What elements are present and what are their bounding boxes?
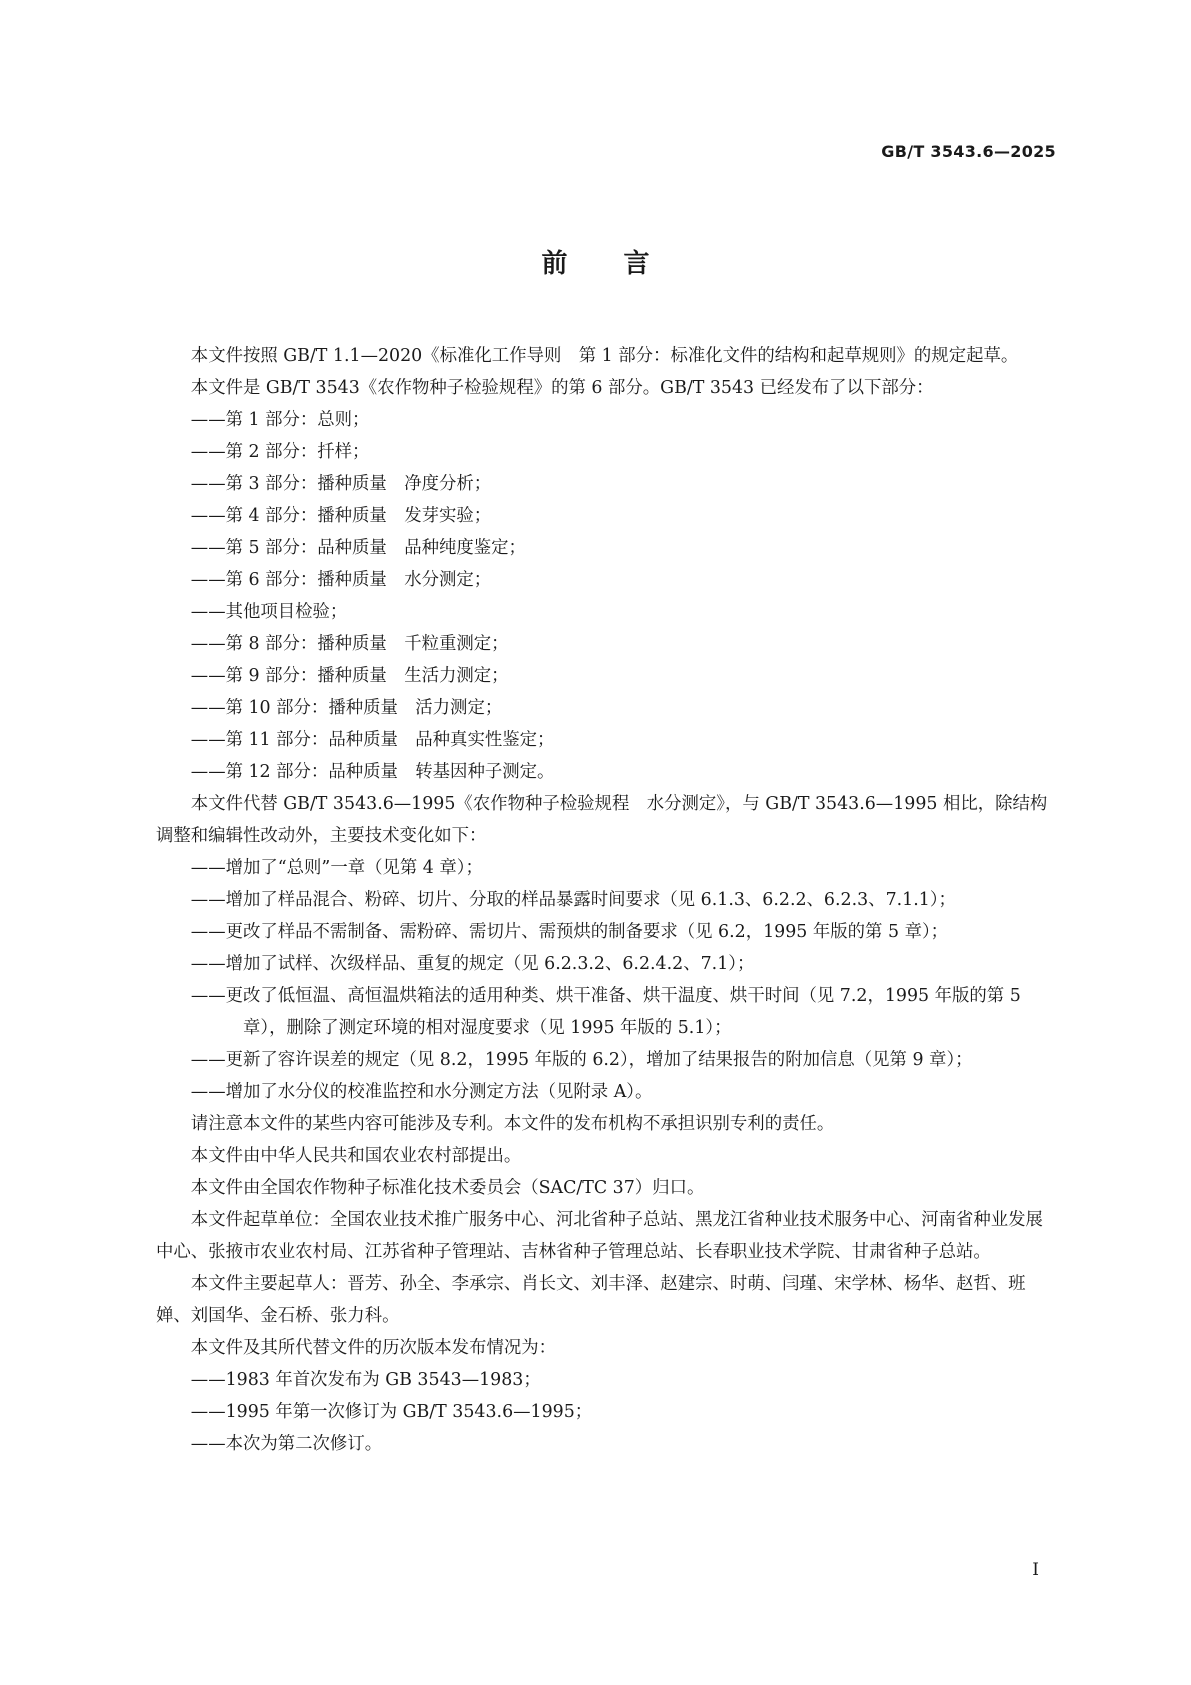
list-item-change: ——增加了水分仪的校准监控和水分测定方法（见附录 A）。 [190,1082,653,1102]
list-item-part: ——第 9 部分：播种质量 生活力测定； [190,666,509,686]
list-item-part: ——第 4 部分：播种质量 发芽实验； [190,506,492,526]
list-item-change: ——更新了容许误差的规定（见 8.2，1995 年版的 6.2），增加了结果报告的附加信息（见第 9 章）； [190,1050,973,1070]
paragraph-patent-notice: 请注意本文件的某些内容可能涉及专利。本文件的发布机构不承担识别专利的责任。 [190,1114,835,1134]
list-item-history: ——1995 年第一次修订为 GB/T 3543.6—1995； [190,1402,593,1422]
paragraph-proposer: 本文件由中华人民共和国农业农村部提出。 [190,1146,522,1166]
foreword-body [156,340,1056,1460]
paragraph-history-intro: 本文件及其所代替文件的历次版本发布情况为： [190,1338,557,1358]
paragraph-part-intro: 本文件是 GB/T 3543《农作物种子检验规程》的第 6 部分。GB/T 3543 已经发布了以下部分： [190,378,934,398]
paragraph-replacement: 本文件代替 GB/T 3543.6—1995《农作物种子检验规程 水分测定》，与 GB/T 3543.6—1995 相比，除结构调整和编辑性改动外，主要技术变化如下： [156,794,1048,846]
list-item-part: ——第 5 部分：品种质量 品种纯度鉴定； [190,538,526,558]
list-item-part: ——第 1 部分：总则； [190,410,370,430]
list-item-change: ——增加了样品混合、粉碎、切片、分取的样品暴露时间要求（见 6.1.3、6.2.2、6.2.3、7.1.1）； [190,890,956,910]
paragraph-drafting-units: 本文件起草单位：全国农业技术推广服务中心、河北省种子总站、黑龙江省种业技术服务中心、河南省种业发展中心、张掖市农业农村局、江苏省种子管理站、吉林省种子管理总站、长春职业技术学院、甘肃省种子总站。 [156,1210,1043,1262]
list-item-change: ——增加了试样、次级样品、重复的规定（见 6.2.3.2、6.2.4.2、7.1）； [190,954,755,974]
standard-code: GB/T 3543.6—2025 [881,142,1056,161]
paragraph-committee: 本文件由全国农作物种子标准化技术委员会（SAC/TC 37）归口。 [190,1178,705,1198]
list-item-history: ——本次为第二次修订。 [190,1434,383,1454]
page-number: I [1032,1560,1039,1580]
paragraph-drafters: 本文件主要起草人：晋芳、孙全、李承宗、肖长文、刘丰泽、赵建宗、时萌、闫瑾、宋学林、杨华、赵哲、班婵、刘国华、金石桥、张力科。 [156,1274,1026,1326]
list-item-change: ——更改了样品不需制备、需粉碎、需切片、需预烘的制备要求（见 6.2，1995 年版的第 5 章）； [190,922,949,942]
list-item-part: ——第 3 部分：播种质量 净度分析； [190,474,492,494]
list-item-part: ——其他项目检验； [190,602,348,622]
title-char-2: 言 [623,249,650,279]
list-item-history: ——1983 年首次发布为 GB 3543—1983； [190,1370,541,1390]
list-item-part: ——第 12 部分：品种质量 转基因种子测定。 [190,762,555,782]
list-item-part: ——第 2 部分：扦样； [190,442,370,462]
list-item-part: ——第 11 部分：品种质量 品种真实性鉴定； [190,730,555,750]
list-item-change: ——更改了低恒温、高恒温烘箱法的适用种类、烘干准备、烘干温度、烘干时间（见 7.2，1995 年版的第 5 章），删除了测定环境的相对湿度要求（见 1995 年版的 5.1）； [190,986,1021,1038]
list-item-part: ——第 8 部分：播种质量 千粒重测定； [190,634,509,654]
paragraph-drafting-rules: 本文件按照 GB/T 1.1—2020《标准化工作导则 第 1 部分：标准化文件的结构和起草规则》的规定起草。 [190,346,1019,366]
list-item-part: ——第 6 部分：播种质量 水分测定； [190,570,492,590]
page-title [0,243,1191,280]
title-char-1: 前 [541,249,568,279]
list-item-change: ——增加了“总则”一章（见第 4 章）； [190,858,483,878]
list-item-part: ——第 10 部分：播种质量 活力测定； [190,698,503,718]
